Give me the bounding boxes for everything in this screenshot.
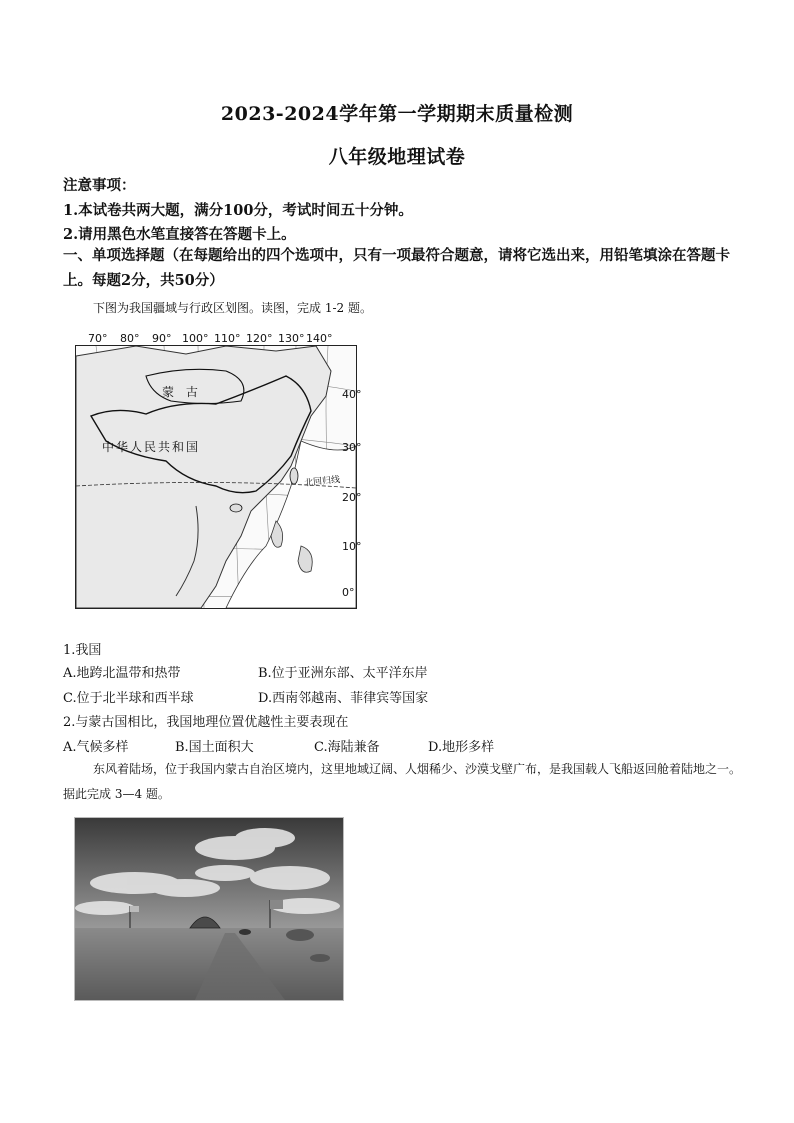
question-2-option-c: C.海陆兼备 bbox=[314, 740, 380, 755]
question-1-stem: 1.我国 bbox=[63, 643, 102, 658]
landing-site-photo bbox=[74, 817, 344, 1001]
lon-label: 100° bbox=[182, 332, 209, 345]
map-intro: 下图为我国疆域与行政区划图。读图，完成 1-2 题。 bbox=[93, 301, 372, 315]
lon-label: 90° bbox=[152, 332, 172, 345]
passage-landing-site: 东风着陆场，位于我国内蒙古自治区境内，这里地域辽阔、人烟稀少、沙漠戈壁广布，是我国载人飞船返回舱着陆地之一。据此完成 3—4 题。 bbox=[63, 762, 742, 801]
question-1-option-b: B.位于亚洲东部、太平洋东岸 bbox=[258, 666, 428, 681]
notice-item-2: 2.请用黑色水笔直接答在答题卡上。 bbox=[63, 226, 296, 243]
lat-label: 10° bbox=[342, 540, 362, 553]
mongolia-label: 蒙 古 bbox=[162, 385, 202, 399]
lat-label: 40° bbox=[342, 388, 362, 401]
lon-label: 110° bbox=[214, 332, 241, 345]
lon-label: 130° bbox=[278, 332, 305, 345]
notice-heading: 注意事项： bbox=[63, 177, 136, 194]
lat-label: 20° bbox=[342, 491, 362, 504]
question-2-option-b: B.国土面积大 bbox=[175, 740, 254, 755]
question-2-option-d: D.地形多样 bbox=[428, 740, 495, 755]
lon-label: 140° bbox=[306, 332, 333, 345]
question-2-stem: 2.与蒙古国相比，我国地理位置优越性主要表现在 bbox=[63, 715, 349, 730]
lon-label: 70° bbox=[88, 332, 108, 345]
map-frame bbox=[75, 345, 357, 609]
page-subtitle: 八年级地理试卷 bbox=[328, 146, 466, 168]
lon-label: 80° bbox=[120, 332, 140, 345]
section-heading: 一、单项选择题（在每题给出的四个选项中，只有一项最符合题意，请将它选出来，用铅笔填涂在答题卡上。每题2分，共50分） bbox=[63, 247, 730, 289]
question-1-option-c: C.位于北半球和西半球 bbox=[63, 691, 194, 706]
question-2-option-a: A.气候多样 bbox=[63, 740, 129, 755]
tropic-label: 北回归线 bbox=[303, 475, 341, 489]
lat-label: 0° bbox=[342, 586, 355, 599]
china-label: 中华人民共和国 bbox=[102, 440, 201, 454]
notice-item-1: 1.本试卷共两大题，满分100分，考试时间五十分钟。 bbox=[63, 202, 413, 219]
lon-label: 120° bbox=[246, 332, 273, 345]
lat-label: 30° bbox=[342, 441, 362, 454]
question-1-option-d: D.西南邻越南、菲律宾等国家 bbox=[258, 691, 429, 706]
territory-map bbox=[70, 332, 362, 613]
photo-drawing bbox=[75, 818, 343, 1000]
page-title: 2023-2024学年第一学期期末质量检测 bbox=[220, 103, 574, 125]
question-1-option-a: A.地跨北温带和热带 bbox=[63, 666, 181, 681]
